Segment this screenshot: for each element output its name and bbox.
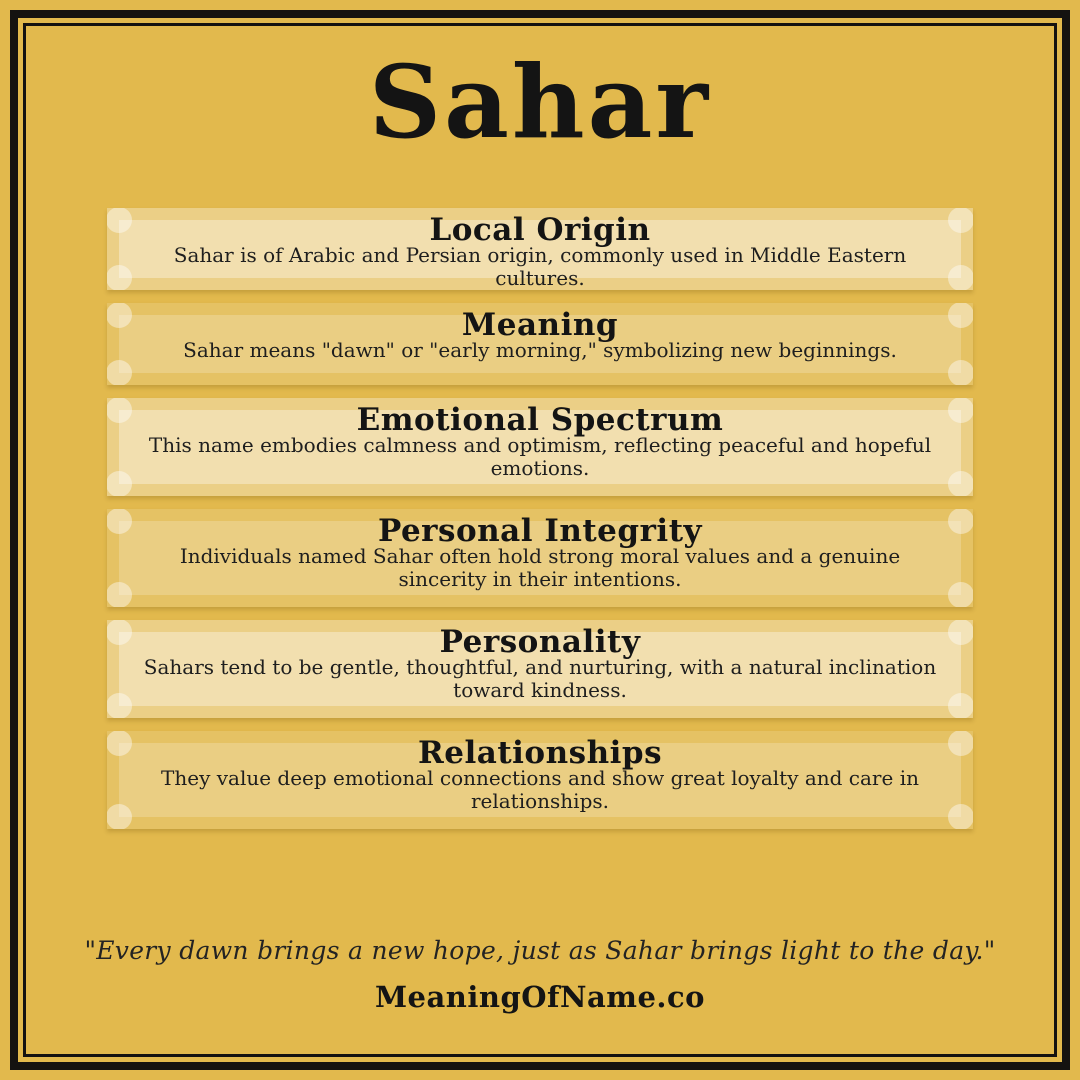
quote-text: "Every dawn brings a new hope, just as Sahar brings light to the day."	[84, 936, 996, 965]
section-body: Sahar is of Arabic and Persian origin, commonly used in Middle Eastern cultures.	[173, 242, 907, 290]
corner-pin-icon	[107, 360, 132, 385]
section-body: Sahars tend to be gentle, thoughtful, and nurturing, with a natural inclination toward kindness.	[143, 654, 937, 702]
section-text	[107, 620, 973, 702]
section-card-personality	[107, 620, 973, 718]
section-text	[107, 398, 973, 480]
section-heading: Personal Integrity	[377, 513, 703, 549]
corner-pin-icon	[948, 360, 973, 385]
sections-list	[107, 208, 973, 829]
section-text	[107, 303, 973, 362]
section-text	[107, 509, 973, 591]
brand-name: MeaningOfName.co	[374, 980, 706, 1014]
page-title: Sahar	[368, 43, 712, 161]
section-body: Individuals named Sahar often hold strong moral values and a genuine sincerity in their intentions.	[179, 543, 901, 591]
section-heading: Local Origin	[429, 212, 651, 248]
section-card-local-origin	[107, 208, 973, 290]
section-card-emotional-spectrum	[107, 398, 973, 496]
footer	[0, 936, 1080, 1014]
section-body: They value deep emotional connections and show great loyalty and care in relationships.	[161, 765, 919, 813]
section-card-meaning	[107, 303, 973, 385]
section-body: This name embodies calmness and optimism, reflecting peaceful and hopeful emotions.	[148, 432, 932, 480]
section-text	[107, 731, 973, 813]
section-heading: Meaning	[461, 307, 619, 343]
section-heading: Emotional Spectrum	[356, 402, 724, 438]
section-heading: Personality	[439, 624, 641, 660]
section-card-personal-integrity	[107, 509, 973, 607]
section-heading: Relationships	[417, 735, 663, 771]
section-body: Sahar means "dawn" or "early morning," symbolizing new beginnings.	[183, 337, 897, 362]
section-card-relationships	[107, 731, 973, 829]
section-text	[107, 208, 973, 290]
